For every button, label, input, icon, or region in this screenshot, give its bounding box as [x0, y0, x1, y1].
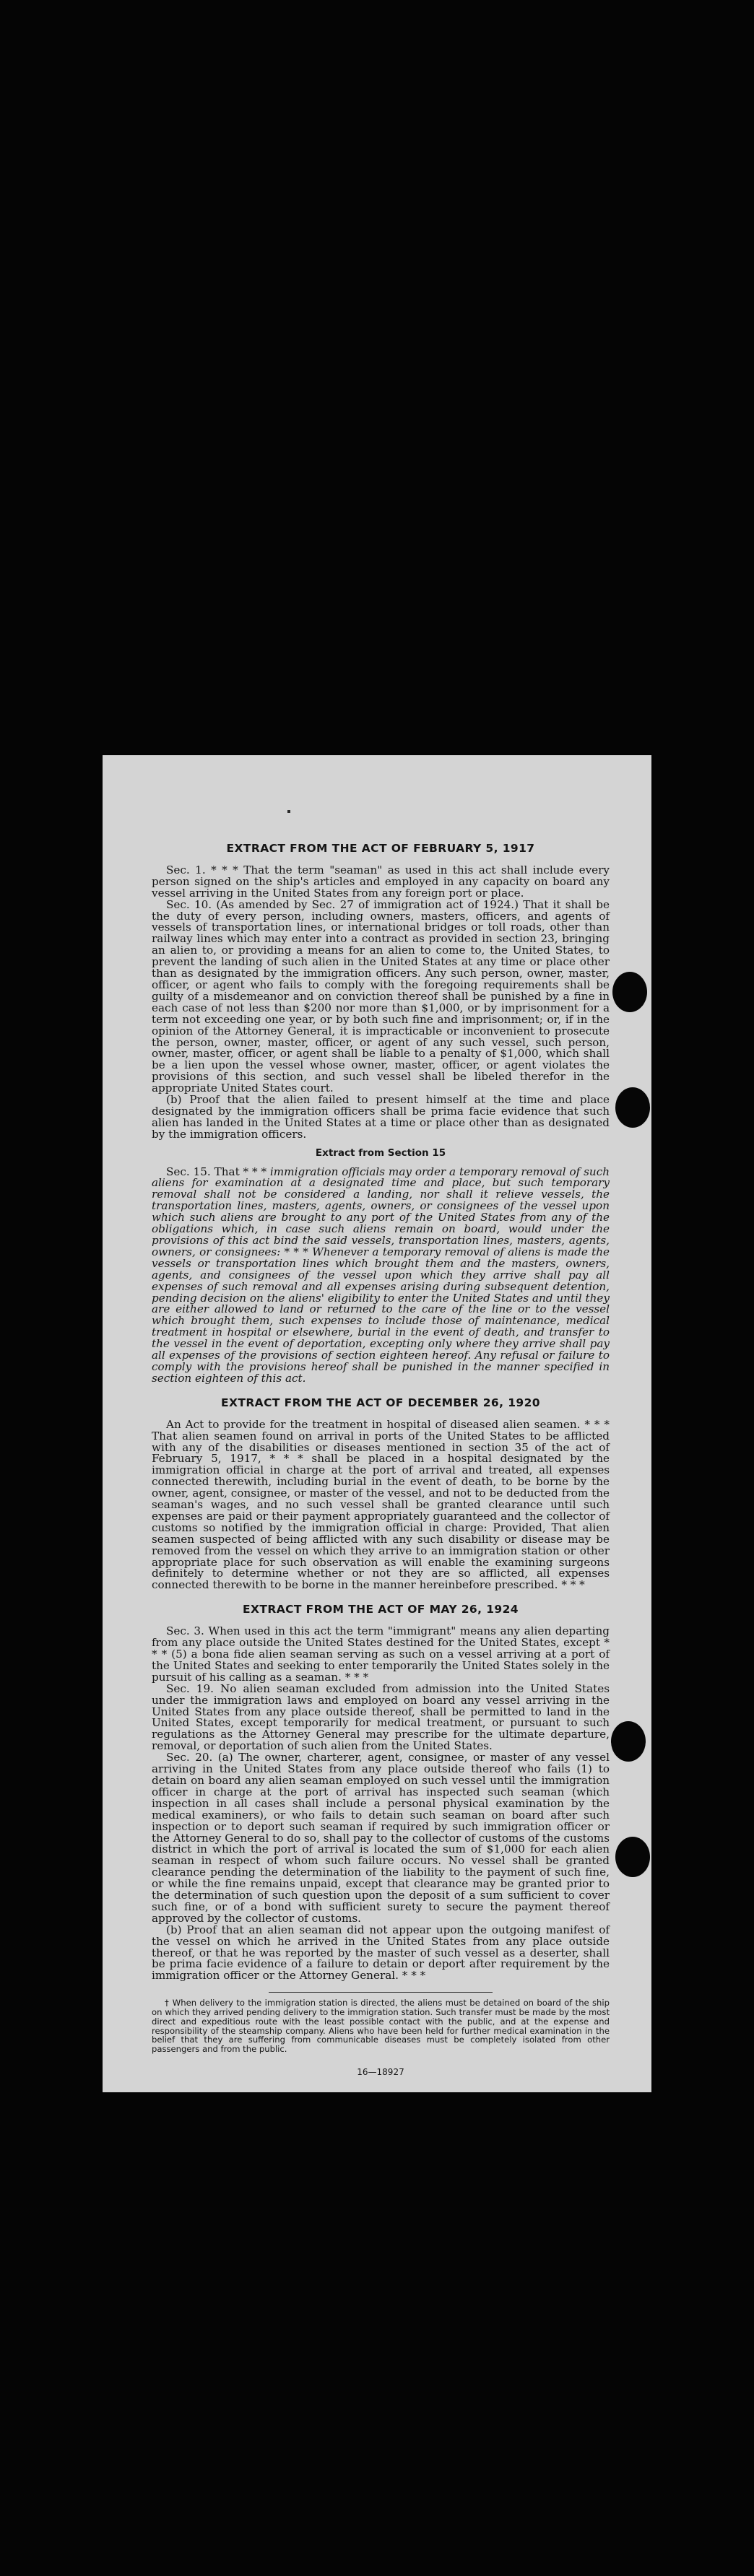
section-20: Sec. 20. (a) The owner, charterer, agent, consignee, or master of any vessel arriving in the United States from any place outside thereof who fails (1) to detain on board any alien seaman employed on such vessel until the immigration officer in charge at the port of arrival has inspected such seaman (which inspection in all cases shall include a personal physical examination by the medical examiners), or who fails to detain such seaman on board after such inspection or to deport such seaman if required by such immigration officer or the Attorney General to do so, shall pay to the collector of customs of the customs district in which the port of arrival is located the sum of $1,000 for each alien seaman in respect of whom such failure occurs. No vessel shall be granted clearance pending the determination of the liability to the payment of such fine, or while the fine remains unpaid, except that clearance may be granted prior to the determination of such question upon the deposit of a sum sufficient to cover such fine, or of a bond with sufficient surety to secure the payment thereof approved by the collector of customs. [152, 1751, 610, 1925]
heading-section-15: Extract from Section 15 [315, 1146, 446, 1159]
section-10: Sec. 10. (As amended by Sec. 27 of immigration act of 1924.) That it shall be the duty of every person, including owners, masters, officers, and agents of vessels of transportation lines, or international bridges or toll roads, other than railway lines which may enter into a contract as provided in section 23, bringing an alien to, or providing a means for an alien to come to, the United States, to prevent the landing of such alien in the United States at any time or place other than as designated by the immigration officers. Any such person, owner, master, officer, or agent who fails to comply with the foregoing requirements shall be guilty of a misdemeanor and on conviction thereof shall be punished by a fine in each case of not less than $200 nor more than $1,000, or by imprisonment for a term not exceeding one year, or by both such fine and imprisonment; or, if in the opinion of the Attorney General, it is impracticable or inconvenient to prosecute the person, owner, master, officer, or agent of any such vessel, such person, owner, master, officer, or agent shall be liable to a penalty of $1,000, which shall be a lien upon the vessel whose owner, master, officer, or agent violates the provisions of this section, and such vessel shall be libeled therefor in the appropriate United States court. [152, 897, 610, 1095]
section-1: Sec. 1. * * * That the term "seaman" as used in this act shall include every person signed on the ship's articles and employed in any capacity on board any vessel arriving in the United States from any foreign port or place. [152, 863, 610, 900]
heading-act-1917: EXTRACT FROM THE ACT OF FEBRUARY 5, 1917 [226, 842, 535, 855]
punch-hole [615, 1087, 650, 1128]
scan-mark [287, 810, 290, 813]
section-15 [152, 1167, 610, 1385]
punch-hole [612, 972, 647, 1012]
footnote-text: † When delivery to the immigration station is directed, the aliens must be detained on board of the ship on which they arrived pending delivery to the immigration station. Such transfer must be made by the most direct and expeditious route with the least possible contact with the public, and at the expense and responsibility of the steamship company. Aliens who have been held for further medical examination in the belief that they are suffering from communicable diseases must be completely isolated from other passengers and from the public. [152, 1998, 610, 2055]
section-20b: (b) Proof that an alien seaman did not appear upon the outgoing manifest of the vessel on which he arrived in the United States from any place outside thereof, or that he was reported by the master of such vessel as a deserter, shall be prima facie evidence of a failure to detain or deport after requirement by the immigration officer or the Attorney General. * * * [152, 1923, 610, 1983]
section-19: Sec. 19. No alien seaman excluded from admission into the United States under the immigration laws and employed on board any vessel arriving in the United States from any place outside thereof, shall be permitted to land in the United States, except temporarily for medical treatment, or pursuant to such regulations as the Attorney General may prescribe for the ultimate departure, removal, or deportation of such alien from the United States. [152, 1681, 610, 1753]
section-15-body: immigration officials may order a temporary removal of such aliens for examination at a designated time and place, but such temporary removal shall not be considered a landing, nor shall it relieve vessels, the transportation lines, masters, agents, owners, or consignees of the vessel upon which such aliens are brought to any port of the United States from any of the obligations which, in case such aliens remain on board, would under the provisions of this act bind the said vessels, transportation lines, masters, agents, owners, or consignees: * * * Whenever a temporary removal of aliens is made the vessels or transportation lines which brought them and the masters, owners, agents, and consignees of the vessel upon which they arrive shall pay all expenses of such removal and all expenses arising during subsequent detention, pending decision on the aliens' eligibility to enter the United States and until they are either allowed to land or returned to the care of the line or to the vessel which brought them, such expenses to include those of maintenance, medical treatment in hospital or elsewhere, burial in the event of death, and transfer to the vessel in the event of deportation, excepting only where they arrive shall pay all expenses of the provisions of section eighteen hereof. Any refusal or failure to comply with the provisions hereof shall be punished in the manner specified in section eighteen of this act. [152, 1165, 610, 1385]
heading-act-1924: EXTRACT FROM THE ACT OF MAY 26, 1924 [243, 1603, 519, 1616]
punch-hole [611, 1721, 646, 1762]
section-3: Sec. 3. When used in this act the term "immigrant" means any alien departing from any place outside the United States destined for the United States, except * * * (5) a bona fide alien seaman serving as such on a vessel arriving at a port of the United States and seeking to enter temporarily the United States solely in the pursuit of his calling as a seaman. * * * [152, 1624, 610, 1684]
section-15-lead: Sec. 15. That * * * [166, 1165, 270, 1178]
heading-act-1920: EXTRACT FROM THE ACT OF DECEMBER 26, 1920 [221, 1396, 540, 1409]
act-1920-text: An Act to provide for the treatment in hospital of diseased alien seamen. * * * That alien seamen found on arrival in ports of the United States to be afflicted with any of the disabilities or diseases mentioned in section 35 of the act of February 5, 1917, * * * shall be placed in a hospital designated by the immigration official in charge at the port of arrival and treated, all expenses connected therewith, including burial in the event of death, to be borne by the owner, agent, consignee, or master of the vessel, and not to be deducted from the seaman's wages, and no such vessel shall be granted clearance until such expenses are paid or their payment appropriately guaranteed and the collector of customs so notified by the immigration official in charge: Provided, That alien seamen suspected of being afflicted with any such disability or disease may be removed from the vessel on which they arrive to an immigration station or other appropriate place for such observation as will enable the examining surgeons definitely to determine whether or not they are so afflicted, all expenses connected therewith to be borne in the manner hereinbefore prescribed. * * * [152, 1417, 610, 1592]
form-number: 16—18927 [357, 2067, 404, 2078]
punch-hole [615, 1837, 650, 1877]
footnote [152, 1998, 610, 2054]
section-10b: (b) Proof that the alien failed to present himself at the time and place designated by the immigration officers shall be prima facie evidence that such alien has landed in the United States at a time or place other than as designated by the immigration officers. [152, 1093, 610, 1141]
footnote-divider [269, 1992, 493, 1993]
document-page [103, 755, 651, 2092]
